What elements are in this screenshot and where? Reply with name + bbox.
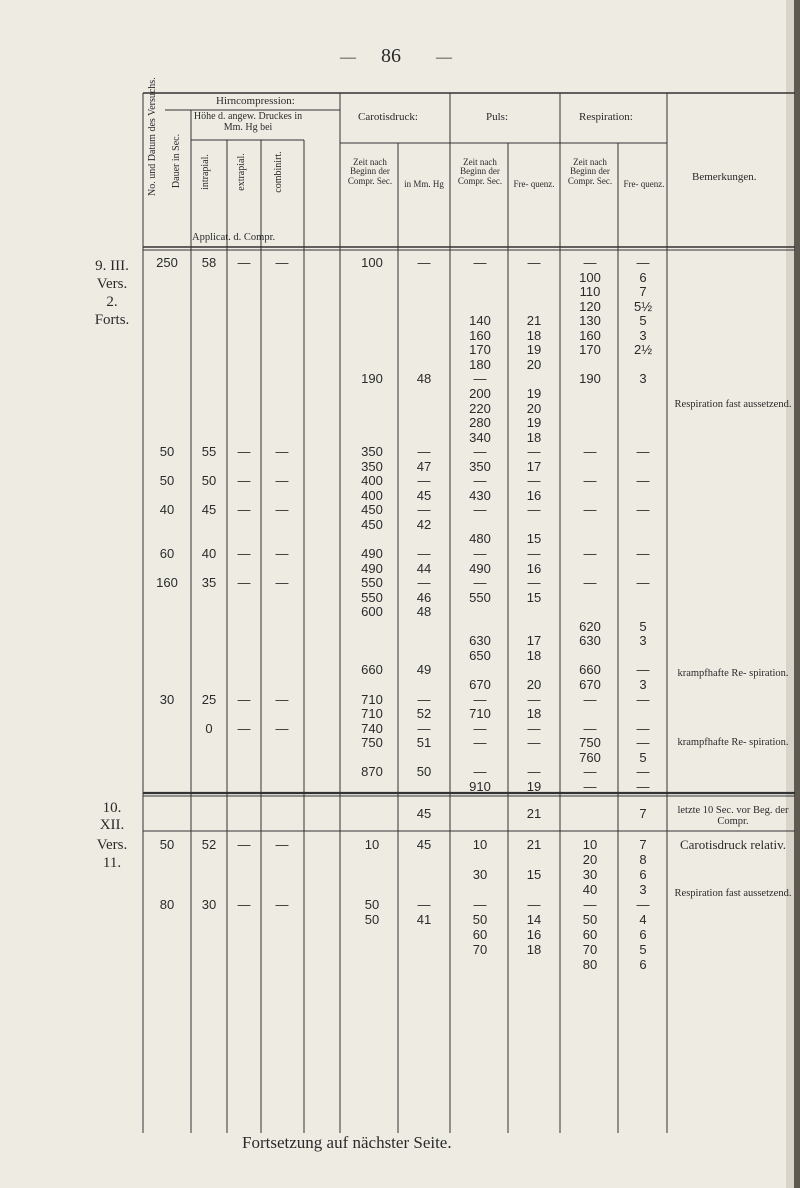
- section-1-cell: —: [473, 444, 487, 460]
- header-no-datum: No. und Datum des Versuchs.: [147, 77, 158, 196]
- section-1-cell: 20: [526, 356, 542, 372]
- section-1-cell: —: [527, 764, 541, 780]
- section-1-cell: —: [583, 444, 597, 460]
- section-1-cell: —: [237, 720, 251, 736]
- section-1-cell: 250: [156, 255, 178, 270]
- section-2-cell: —: [275, 897, 289, 912]
- section-1-cell: —: [275, 546, 289, 561]
- section-1-cell: 3: [639, 676, 647, 692]
- section-1-cell: —: [527, 691, 541, 707]
- section-1-cell: 450: [361, 502, 383, 518]
- section-1-cell: —: [473, 735, 487, 751]
- section-2-cell: 6: [639, 957, 647, 972]
- section-1-vers: Vers.: [96, 276, 128, 292]
- section-1-cell: 130: [579, 313, 601, 329]
- section-2-cell: —: [275, 837, 289, 852]
- section-1-cell: 190: [579, 371, 601, 387]
- header-applicat: Applicat. d. Compr.: [192, 232, 276, 243]
- section-1-cell: 430: [469, 487, 491, 503]
- section-1-cell: 19: [526, 415, 542, 431]
- section-1-cell: 35: [201, 575, 217, 591]
- section-2-cell: 80: [582, 957, 598, 972]
- section-1-cell: —: [636, 720, 650, 736]
- section-1-cell: 750: [579, 735, 601, 751]
- section-1-cell: 350: [469, 458, 491, 474]
- section-1-cell: 18: [526, 327, 542, 343]
- section-2-cell: 10: [364, 837, 380, 852]
- section-1-cell: 50: [416, 764, 432, 780]
- section-1-cell: 48: [416, 604, 432, 620]
- section-2-cell: 3: [639, 882, 647, 897]
- section-2-cell: 70: [472, 942, 488, 957]
- section-1-cell: —: [473, 546, 487, 561]
- section-1-cell: 710: [361, 706, 383, 722]
- section-2-cell: 50: [364, 912, 380, 927]
- section-1-cell: 480: [469, 531, 491, 547]
- section-1-cell: —: [583, 778, 597, 794]
- section-1-cell: —: [237, 473, 251, 489]
- section-1-cell: 60: [159, 546, 175, 561]
- section-1-cell: —: [417, 691, 431, 707]
- section-2-cell: —: [237, 897, 251, 912]
- section-2-cell: —: [583, 897, 597, 912]
- section-1-cell: 16: [526, 560, 542, 576]
- section-1-cell: —: [527, 473, 541, 489]
- section-1-number: 2.: [106, 294, 118, 310]
- section-2-cell: 80: [159, 897, 175, 912]
- section-1-cell: 100: [579, 269, 601, 285]
- section-1-cell: 52: [416, 706, 432, 722]
- section-1-cell: 19: [526, 385, 542, 401]
- section-1-cell: 870: [361, 764, 383, 780]
- section-1-cell: 48: [416, 371, 432, 387]
- section-1-cell: —: [275, 720, 289, 736]
- section-1-date: 9. III.: [95, 258, 129, 274]
- section-1-cell: 100: [361, 255, 383, 270]
- section-1-cell: —: [636, 546, 650, 561]
- section-2-cell: 10: [582, 837, 598, 852]
- header-respiration: Respiration:: [579, 111, 633, 123]
- header-dauer: Dauer in Sec.: [171, 133, 182, 189]
- section-1-cell: —: [473, 371, 487, 387]
- section-1-cell: —: [417, 546, 431, 561]
- section-2-first-cell: 45: [416, 806, 432, 821]
- section-1-cell: 45: [416, 487, 432, 503]
- section-2-cell: 5: [639, 942, 647, 957]
- header-carotis-mm: in Mm. Hg: [404, 179, 444, 189]
- section-1-cell: 740: [361, 720, 383, 736]
- section-1-cell: —: [275, 575, 289, 591]
- section-2-cell: 15: [526, 867, 542, 882]
- section-1-cell: —: [417, 502, 431, 518]
- section-1-cell: —: [583, 255, 597, 270]
- section-2-cell: 60: [472, 927, 488, 942]
- section-1-cell: 50: [159, 444, 175, 460]
- section-1-cell: —: [636, 575, 650, 591]
- section-1-cell: —: [417, 473, 431, 489]
- section-1-cell: —: [583, 764, 597, 780]
- section-1-cell: —: [583, 575, 597, 591]
- section-1-note-2: krampfhafte Re- spiration.: [677, 668, 789, 679]
- section-1-cell: 550: [361, 589, 383, 605]
- section-1-cell: 18: [526, 706, 542, 722]
- section-2-note-1: Carotisdruck relativ.: [679, 837, 786, 852]
- header-carotis-zeit: Zeit nach Beginn der Compr. Sec.: [347, 157, 393, 186]
- section-1-cell: —: [473, 691, 487, 707]
- section-1-cell: —: [473, 502, 487, 518]
- section-1-cell: 5: [639, 313, 647, 329]
- section-1-cell: —: [527, 720, 541, 736]
- section-1-cell: —: [583, 546, 597, 561]
- section-1-cell: 600: [361, 604, 383, 620]
- section-2-first-cell: 21: [526, 806, 542, 821]
- section-2-cell: 6: [639, 927, 647, 942]
- section-1-cell: —: [527, 502, 541, 518]
- section-2-first-cell: 7: [639, 806, 647, 821]
- section-1-cell: 340: [469, 429, 491, 445]
- section-1-cell: —: [275, 473, 289, 489]
- section-2-cell: 41: [416, 912, 432, 927]
- section-1-cell: —: [473, 720, 487, 736]
- section-1-cell: 3: [639, 327, 647, 343]
- section-1-cell: 180: [469, 356, 491, 372]
- section-1-cell: 190: [361, 371, 383, 387]
- section-1-cell: 660: [361, 662, 383, 678]
- section-2-cell: 52: [201, 837, 217, 852]
- section-1-cell: —: [417, 575, 431, 591]
- section-1-cell: —: [636, 735, 650, 751]
- section-1-cell: 490: [469, 560, 491, 576]
- section-2-note-2: Respiration fast aussetzend.: [674, 888, 792, 899]
- section-1-cell: —: [636, 778, 650, 794]
- section-2-cell: 50: [582, 912, 598, 927]
- section-1-cell: 650: [469, 647, 491, 663]
- section-1-cell: 660: [579, 662, 601, 678]
- section-1-cell: —: [636, 691, 650, 707]
- header-dash-left: —: [340, 49, 356, 66]
- section-1-cell: —: [636, 662, 650, 678]
- section-2-cell: 30: [201, 897, 217, 912]
- section-1-cell: 19: [526, 778, 542, 794]
- section-1-cell: —: [636, 502, 650, 518]
- section-1-cell: 170: [579, 342, 601, 358]
- section-1-cell: 55: [201, 444, 217, 460]
- section-1-cell: 490: [361, 546, 383, 561]
- section-2-cell: 7: [639, 837, 647, 852]
- section-1-cell: —: [473, 255, 487, 270]
- section-1-cell: —: [636, 764, 650, 780]
- section-2-cell: 60: [582, 927, 598, 942]
- section-1-cell: —: [636, 255, 650, 270]
- section-2-cell: 14: [526, 912, 542, 927]
- section-2-cell: —: [473, 897, 487, 912]
- section-1-cell: 30: [159, 691, 175, 707]
- section-1-cell: —: [237, 255, 251, 270]
- section-1-cell: 630: [579, 633, 601, 649]
- section-1-cell: 6: [639, 269, 647, 285]
- header-puls-zeit: Zeit nach Beginn der Compr. Sec.: [457, 157, 503, 186]
- section-1-cell: 670: [579, 676, 601, 692]
- section-1-cell: —: [583, 691, 597, 707]
- section-1-cell: —: [417, 720, 431, 736]
- section-1-cell: 490: [361, 560, 383, 576]
- section-1-cell: 620: [579, 618, 601, 634]
- section-1-cell: —: [636, 444, 650, 460]
- section-2-cell: 45: [416, 837, 432, 852]
- section-1-cell: 280: [469, 415, 491, 431]
- section-1-cell: —: [473, 575, 487, 591]
- section-2-cell: 30: [582, 867, 598, 882]
- section-1-cell: 17: [526, 633, 542, 649]
- section-1-cell: 160: [579, 327, 601, 343]
- section-2-cell: —: [237, 837, 251, 852]
- section-1-cell: 21: [526, 313, 542, 329]
- header-puls: Puls:: [486, 111, 509, 123]
- section-2-cell: —: [417, 897, 431, 912]
- section-1-cell: 3: [639, 633, 647, 649]
- page-number: 86: [381, 45, 401, 67]
- section-1-cell: 550: [469, 589, 491, 605]
- section-1-cell: —: [275, 444, 289, 460]
- section-1-cell: —: [583, 502, 597, 518]
- section-1-cell: 42: [416, 516, 432, 532]
- section-2-cell: —: [636, 897, 650, 912]
- section-1-cell: 20: [526, 400, 542, 416]
- section-1-cell: 17: [526, 458, 542, 474]
- section-1-cell: 550: [361, 575, 383, 591]
- section-2-cell: 30: [472, 867, 488, 882]
- section-1-cell: —: [237, 575, 251, 591]
- section-1-cell: 20: [526, 676, 542, 692]
- section-1-cell: —: [473, 473, 487, 489]
- section-1-cell: 40: [201, 546, 217, 561]
- section-1-cell: 0: [205, 720, 213, 736]
- section-1-cell: 630: [469, 633, 491, 649]
- section-1-note-1: Respiration fast aussetzend.: [674, 399, 792, 410]
- section-2-cell: 4: [639, 912, 647, 927]
- section-1-cell: 7: [639, 284, 647, 300]
- section-1-cell: —: [527, 546, 541, 561]
- section-1-cell: 47: [416, 458, 432, 474]
- section-2-cell: 21: [526, 837, 542, 852]
- section-1-cell: —: [636, 473, 650, 489]
- header-bemerkungen: Bemerkungen.: [692, 171, 757, 183]
- section-1-cell: 51: [416, 735, 432, 751]
- section-1-cell: 710: [361, 691, 383, 707]
- section-1-cell: —: [417, 255, 431, 270]
- header-puls-freq: Fre- quenz.: [513, 179, 555, 189]
- section-1-cell: 44: [416, 560, 432, 576]
- section-1-cell: —: [583, 473, 597, 489]
- section-1-cell: 350: [361, 458, 383, 474]
- section-1-cell: 160: [469, 327, 491, 343]
- section-1-cell: 170: [469, 342, 491, 358]
- section-1-cell: —: [527, 575, 541, 591]
- header-extrapial: extrapial.: [236, 153, 247, 191]
- section-1-cell: —: [237, 502, 251, 518]
- section-1-cell: 140: [469, 313, 491, 329]
- section-1-cell: 50: [159, 473, 175, 489]
- section-1-cell: 58: [201, 255, 217, 270]
- section-1-cell: 200: [469, 385, 491, 401]
- section-1-cell: 49: [416, 662, 432, 678]
- section-1-cell: 18: [526, 647, 542, 663]
- header-dash-right: —: [436, 49, 452, 66]
- section-1-cell: —: [527, 255, 541, 270]
- section-1-cell: —: [583, 720, 597, 736]
- header-hirncompression: Hirncompression:: [216, 95, 295, 107]
- section-1-cell: 46: [416, 589, 432, 605]
- section-1-cell: —: [275, 691, 289, 707]
- section-1-cell: 5: [639, 749, 647, 765]
- section-2-cell: 50: [159, 837, 175, 852]
- section-1-cell: 19: [526, 342, 542, 358]
- section-1-cell: 120: [579, 298, 601, 314]
- section-1-cell: 220: [469, 400, 491, 416]
- section-1-cell: 40: [159, 502, 175, 518]
- header-resp-freq: Fre- quenz.: [623, 179, 665, 189]
- section-1-cell: —: [237, 444, 251, 460]
- section-1-cell: 400: [361, 487, 383, 503]
- header-resp-zeit: Zeit nach Beginn der Compr. Sec.: [567, 157, 613, 186]
- section-2-cell: 70: [582, 942, 598, 957]
- section-1-cell: —: [473, 764, 487, 780]
- section-1-cell: 3: [639, 371, 647, 387]
- section-1-forts: Forts.: [94, 312, 130, 328]
- section-1-cell: —: [417, 444, 431, 460]
- section-1-cell: 18: [526, 429, 542, 445]
- header-combinirt: combinirt.: [273, 151, 284, 193]
- section-1-cell: —: [275, 255, 289, 270]
- section-2-cell: 8: [639, 852, 647, 867]
- section-2-cell: 18: [526, 942, 542, 957]
- section-2-cell: 6: [639, 867, 647, 882]
- section-2-cell: 10: [472, 837, 488, 852]
- section-2-cell: 50: [364, 897, 380, 912]
- header-hoehe: Höhe d. angew. Druckes in Mm. Hg bei: [193, 111, 303, 133]
- section-2-vers: Vers.: [96, 837, 128, 853]
- section-1-cell: 750: [361, 735, 383, 751]
- header-intrapial: intrapial.: [200, 154, 211, 190]
- section-1-cell: 5: [639, 618, 647, 634]
- section-1-cell: 670: [469, 676, 491, 692]
- section-2-cell: 40: [582, 882, 598, 897]
- section-2-date: 10.: [102, 800, 122, 816]
- section-1-cell: 25: [201, 691, 217, 707]
- section-1-cell: 400: [361, 473, 383, 489]
- section-1-cell: 160: [156, 575, 178, 591]
- section-1-cell: 15: [526, 589, 542, 605]
- section-1-cell: 5½: [633, 298, 653, 314]
- section-1-note-3: krampfhafte Re- spiration.: [677, 737, 789, 748]
- section-1-cell: —: [527, 735, 541, 751]
- section-2-cell: —: [527, 897, 541, 912]
- section-1-cell: 450: [361, 516, 383, 532]
- section-1-cell: 760: [579, 749, 601, 765]
- section-2-number: 11.: [102, 855, 122, 871]
- section-1-cell: 110: [579, 284, 601, 300]
- section-1-cell: —: [275, 502, 289, 518]
- section-1-cell: 16: [526, 487, 542, 503]
- section-1-cell: —: [237, 546, 251, 561]
- section-1-cell: —: [237, 691, 251, 707]
- section-2-cell: 20: [582, 852, 598, 867]
- section-2-cell: 16: [526, 927, 542, 942]
- section-2-first-note: letzte 10 Sec. vor Beg. der Compr.: [677, 805, 789, 828]
- section-1-cell: 45: [201, 502, 217, 518]
- section-1-cell: 2½: [633, 342, 653, 358]
- section-1-cell: —: [527, 444, 541, 460]
- section-1-cell: 50: [201, 473, 217, 489]
- section-2-month: XII.: [99, 817, 125, 833]
- section-1-cell: 15: [526, 531, 542, 547]
- section-1-cell: 910: [469, 778, 491, 794]
- section-2-cell: 50: [472, 912, 488, 927]
- section-1-cell: 350: [361, 444, 383, 460]
- header-carotisdruck: Carotisdruck:: [358, 111, 418, 123]
- continuation-footer: Fortsetzung auf nächster Seite.: [242, 1133, 452, 1152]
- section-1-cell: 710: [469, 706, 491, 722]
